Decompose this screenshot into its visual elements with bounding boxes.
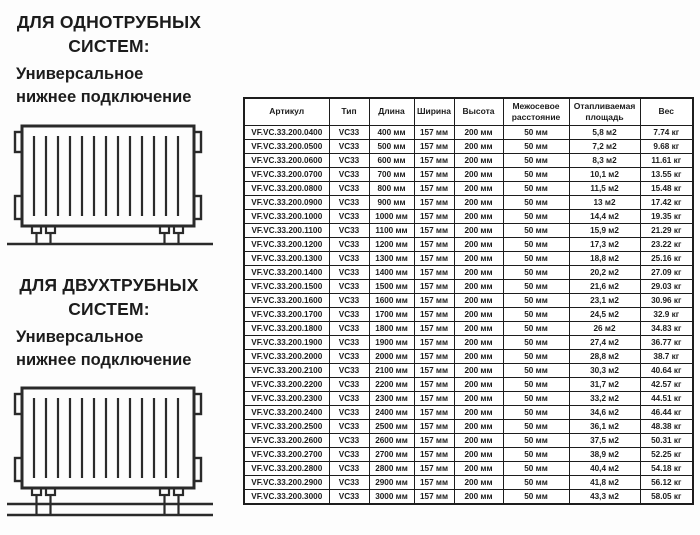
table-cell: 200 мм <box>454 349 503 363</box>
table-cell: 50 мм <box>503 321 569 335</box>
table-cell: VF.VC.33.200.0800 <box>244 181 329 195</box>
table-cell: 50 мм <box>503 153 569 167</box>
table-cell: 24,5 м2 <box>569 307 640 321</box>
table-cell: VF.VC.33.200.2100 <box>244 363 329 377</box>
table-cell: VF.VC.33.200.2800 <box>244 461 329 475</box>
table-cell: 1500 мм <box>369 279 414 293</box>
table-row <box>244 279 693 293</box>
table-cell: VC33 <box>329 195 369 209</box>
table-row <box>244 391 693 405</box>
spec-table <box>243 97 694 505</box>
table-cell: VF.VC.33.200.1300 <box>244 251 329 265</box>
one-pipe-subtitle-line2: нижнее подключение <box>16 88 192 107</box>
table-cell: VF.VC.33.200.1400 <box>244 265 329 279</box>
table-cell: 8,3 м2 <box>569 153 640 167</box>
table-cell: 157 мм <box>414 237 454 251</box>
table-cell: VC33 <box>329 167 369 181</box>
table-cell: 1000 мм <box>369 209 414 223</box>
table-cell: 157 мм <box>414 433 454 447</box>
table-cell: 40.64 кг <box>640 363 693 377</box>
table-cell: 157 мм <box>414 251 454 265</box>
table-cell: 200 мм <box>454 419 503 433</box>
table-cell: 50 мм <box>503 237 569 251</box>
table-cell: 400 мм <box>369 125 414 139</box>
table-cell: 50 мм <box>503 279 569 293</box>
table-cell: 157 мм <box>414 125 454 139</box>
table-cell: 3000 мм <box>369 489 414 504</box>
table-cell: 157 мм <box>414 475 454 489</box>
table-cell: 50 мм <box>503 419 569 433</box>
table-cell: 43,3 м2 <box>569 489 640 504</box>
table-row <box>244 139 693 153</box>
table-cell: 157 мм <box>414 167 454 181</box>
one-pipe-title-line1: ДЛЯ ОДНОТРУБНЫХ <box>16 12 202 32</box>
table-cell: 157 мм <box>414 321 454 335</box>
table-cell: 23,1 м2 <box>569 293 640 307</box>
table-row <box>244 419 693 433</box>
table-cell: 50 мм <box>503 461 569 475</box>
table-cell: 2900 мм <box>369 475 414 489</box>
table-header-cell: Вес <box>640 98 693 125</box>
table-cell: 50 мм <box>503 167 569 181</box>
table-cell: 31,7 м2 <box>569 377 640 391</box>
table-cell: 50 мм <box>503 265 569 279</box>
table-cell: VC33 <box>329 377 369 391</box>
table-cell: 2200 мм <box>369 377 414 391</box>
table-cell: 58.05 кг <box>640 489 693 504</box>
table-cell: 700 мм <box>369 167 414 181</box>
table-cell: VF.VC.33.200.1700 <box>244 307 329 321</box>
table-cell: 14,4 м2 <box>569 209 640 223</box>
radiator-universal-bottom-connection-two-pipe-icon <box>7 372 213 522</box>
table-cell: 29.03 кг <box>640 279 693 293</box>
table-row <box>244 307 693 321</box>
table-cell: 27.09 кг <box>640 265 693 279</box>
table-cell: 26 м2 <box>569 321 640 335</box>
table-cell: 41,8 м2 <box>569 475 640 489</box>
table-cell: 13.55 кг <box>640 167 693 181</box>
table-cell: VF.VC.33.200.2400 <box>244 405 329 419</box>
table-cell: 11.61 кг <box>640 153 693 167</box>
table-cell: 157 мм <box>414 153 454 167</box>
table-cell: 157 мм <box>414 307 454 321</box>
spec-table-body <box>244 125 693 504</box>
table-row <box>244 461 693 475</box>
table-cell: 50 мм <box>503 125 569 139</box>
table-cell: 50 мм <box>503 405 569 419</box>
table-cell: VF.VC.33.200.2500 <box>244 419 329 433</box>
table-row <box>244 377 693 391</box>
table-cell: 200 мм <box>454 321 503 335</box>
table-cell: VC33 <box>329 475 369 489</box>
table-cell: 18,8 м2 <box>569 251 640 265</box>
table-cell: 50 мм <box>503 489 569 504</box>
table-cell: 200 мм <box>454 153 503 167</box>
table-cell: 17.42 кг <box>640 195 693 209</box>
table-cell: VF.VC.33.200.1600 <box>244 293 329 307</box>
table-cell: 200 мм <box>454 475 503 489</box>
table-cell: 200 мм <box>454 223 503 237</box>
table-cell: 23.22 кг <box>640 237 693 251</box>
table-cell: 40,4 м2 <box>569 461 640 475</box>
table-row <box>244 195 693 209</box>
table-cell: VF.VC.33.200.1100 <box>244 223 329 237</box>
table-cell: 50 мм <box>503 181 569 195</box>
table-cell: VC33 <box>329 391 369 405</box>
table-cell: 1900 мм <box>369 335 414 349</box>
table-cell: 200 мм <box>454 447 503 461</box>
table-row <box>244 181 693 195</box>
table-cell: VC33 <box>329 335 369 349</box>
table-cell: 50 мм <box>503 349 569 363</box>
table-cell: 34,6 м2 <box>569 405 640 419</box>
table-cell: 2700 мм <box>369 447 414 461</box>
table-cell: 157 мм <box>414 419 454 433</box>
table-cell: 157 мм <box>414 461 454 475</box>
table-cell: VF.VC.33.200.2000 <box>244 349 329 363</box>
table-cell: VC33 <box>329 279 369 293</box>
table-cell: 50 мм <box>503 251 569 265</box>
table-cell: VC33 <box>329 363 369 377</box>
two-pipe-subtitle <box>16 326 241 372</box>
table-row <box>244 405 693 419</box>
table-cell: 200 мм <box>454 377 503 391</box>
table-cell: VC33 <box>329 447 369 461</box>
table-cell: VC33 <box>329 251 369 265</box>
table-cell: 19.35 кг <box>640 209 693 223</box>
table-cell: 157 мм <box>414 391 454 405</box>
table-cell: 157 мм <box>414 181 454 195</box>
table-cell: 157 мм <box>414 223 454 237</box>
table-row <box>244 363 693 377</box>
table-cell: 34.83 кг <box>640 321 693 335</box>
table-cell: 157 мм <box>414 195 454 209</box>
table-cell: 200 мм <box>454 307 503 321</box>
table-cell: 11,5 м2 <box>569 181 640 195</box>
table-cell: 30.96 кг <box>640 293 693 307</box>
two-pipe-title-line1: ДЛЯ ДВУХТРУБНЫХ <box>19 275 199 295</box>
table-row <box>244 433 693 447</box>
table-row <box>244 153 693 167</box>
table-cell: VF.VC.33.200.1900 <box>244 335 329 349</box>
table-cell: 50 мм <box>503 475 569 489</box>
table-cell: 7.74 кг <box>640 125 693 139</box>
table-cell: 36,1 м2 <box>569 419 640 433</box>
table-cell: 200 мм <box>454 265 503 279</box>
table-cell: 2000 мм <box>369 349 414 363</box>
table-cell: 200 мм <box>454 209 503 223</box>
table-cell: VC33 <box>329 349 369 363</box>
table-cell: 28,8 м2 <box>569 349 640 363</box>
table-cell: 157 мм <box>414 335 454 349</box>
table-cell: 1800 мм <box>369 321 414 335</box>
table-header-cell: Отапливаемая площадь <box>569 98 640 125</box>
table-cell: 38.7 кг <box>640 349 693 363</box>
table-cell: VC33 <box>329 433 369 447</box>
table-cell: 36.77 кг <box>640 335 693 349</box>
table-cell: 200 мм <box>454 363 503 377</box>
table-cell: VC33 <box>329 307 369 321</box>
table-cell: 15,9 м2 <box>569 223 640 237</box>
table-cell: 200 мм <box>454 237 503 251</box>
table-cell: 157 мм <box>414 377 454 391</box>
table-cell: 7,2 м2 <box>569 139 640 153</box>
table-cell: VF.VC.33.200.2300 <box>244 391 329 405</box>
one-pipe-title <box>0 11 218 58</box>
one-pipe-subtitle <box>16 63 241 109</box>
table-cell: VF.VC.33.200.0600 <box>244 153 329 167</box>
table-cell: 50 мм <box>503 363 569 377</box>
table-cell: VF.VC.33.200.0900 <box>244 195 329 209</box>
table-cell: 21,6 м2 <box>569 279 640 293</box>
table-row <box>244 265 693 279</box>
table-cell: 200 мм <box>454 181 503 195</box>
table-row <box>244 237 693 251</box>
table-cell: VF.VC.33.200.0400 <box>244 125 329 139</box>
table-cell: VC33 <box>329 321 369 335</box>
table-cell: VC33 <box>329 125 369 139</box>
table-row <box>244 475 693 489</box>
table-cell: 50 мм <box>503 447 569 461</box>
table-cell: 157 мм <box>414 447 454 461</box>
table-header-row <box>244 98 693 125</box>
table-cell: VF.VC.33.200.2900 <box>244 475 329 489</box>
table-cell: 1700 мм <box>369 307 414 321</box>
table-cell: 13 м2 <box>569 195 640 209</box>
table-cell: 157 мм <box>414 293 454 307</box>
table-cell: 157 мм <box>414 279 454 293</box>
table-cell: 9.68 кг <box>640 139 693 153</box>
table-cell: 37,5 м2 <box>569 433 640 447</box>
table-cell: 46.44 кг <box>640 405 693 419</box>
table-cell: 50 мм <box>503 139 569 153</box>
table-cell: 500 мм <box>369 139 414 153</box>
radiator-universal-bottom-connection-one-pipe-icon <box>7 110 213 250</box>
table-cell: VF.VC.33.200.2600 <box>244 433 329 447</box>
table-cell: 30,3 м2 <box>569 363 640 377</box>
table-cell: 200 мм <box>454 391 503 405</box>
table-cell: VF.VC.33.200.3000 <box>244 489 329 504</box>
table-cell: VC33 <box>329 265 369 279</box>
table-cell: 800 мм <box>369 181 414 195</box>
table-cell: 50.31 кг <box>640 433 693 447</box>
table-cell: 10,1 м2 <box>569 167 640 181</box>
table-cell: 1400 мм <box>369 265 414 279</box>
table-cell: 200 мм <box>454 279 503 293</box>
table-cell: VC33 <box>329 489 369 504</box>
two-pipe-title-line2: СИСТЕМ: <box>68 298 150 319</box>
table-cell: 200 мм <box>454 405 503 419</box>
table-cell: VF.VC.33.200.1000 <box>244 209 329 223</box>
table-cell: VF.VC.33.200.2200 <box>244 377 329 391</box>
table-cell: VC33 <box>329 419 369 433</box>
table-cell: VC33 <box>329 181 369 195</box>
table-cell: VF.VC.33.200.2700 <box>244 447 329 461</box>
table-cell: 157 мм <box>414 349 454 363</box>
two-pipe-title <box>0 274 218 321</box>
table-cell: 50 мм <box>503 293 569 307</box>
table-cell: VC33 <box>329 405 369 419</box>
table-cell: 50 мм <box>503 209 569 223</box>
table-cell: 42.57 кг <box>640 377 693 391</box>
table-cell: 200 мм <box>454 433 503 447</box>
table-cell: VF.VC.33.200.0700 <box>244 167 329 181</box>
table-cell: 44.51 кг <box>640 391 693 405</box>
table-cell: 50 мм <box>503 377 569 391</box>
table-cell: 2500 мм <box>369 419 414 433</box>
table-cell: 2400 мм <box>369 405 414 419</box>
table-row <box>244 251 693 265</box>
table-cell: 200 мм <box>454 195 503 209</box>
table-cell: 200 мм <box>454 139 503 153</box>
table-cell: VC33 <box>329 139 369 153</box>
table-cell: 20,2 м2 <box>569 265 640 279</box>
table-cell: 600 мм <box>369 153 414 167</box>
table-cell: 200 мм <box>454 461 503 475</box>
table-cell: 2100 мм <box>369 363 414 377</box>
table-cell: VC33 <box>329 461 369 475</box>
table-cell: 17,3 м2 <box>569 237 640 251</box>
two-pipe-subtitle-line2: нижнее подключение <box>16 351 192 370</box>
table-cell: 50 мм <box>503 335 569 349</box>
table-cell: 1300 мм <box>369 251 414 265</box>
table-cell: 200 мм <box>454 335 503 349</box>
table-cell: VC33 <box>329 293 369 307</box>
table-cell: VF.VC.33.200.1200 <box>244 237 329 251</box>
table-cell: 157 мм <box>414 139 454 153</box>
table-cell: 200 мм <box>454 293 503 307</box>
table-header-cell: Высота <box>454 98 503 125</box>
table-cell: 56.12 кг <box>640 475 693 489</box>
table-cell: VC33 <box>329 209 369 223</box>
table-header-cell: Межосевое расстояние <box>503 98 569 125</box>
table-cell: 157 мм <box>414 489 454 504</box>
table-cell: 25.16 кг <box>640 251 693 265</box>
table-row <box>244 125 693 139</box>
table-cell: 27,4 м2 <box>569 335 640 349</box>
table-cell: 200 мм <box>454 125 503 139</box>
table-cell: 50 мм <box>503 195 569 209</box>
table-cell: VC33 <box>329 153 369 167</box>
table-header-cell: Ширина <box>414 98 454 125</box>
one-pipe-subtitle-line1: Универсальное <box>16 65 144 83</box>
table-cell: 2300 мм <box>369 391 414 405</box>
table-cell: 200 мм <box>454 167 503 181</box>
table-cell: 157 мм <box>414 405 454 419</box>
table-row <box>244 223 693 237</box>
table-cell: VC33 <box>329 223 369 237</box>
table-cell: 157 мм <box>414 265 454 279</box>
table-cell: 50 мм <box>503 433 569 447</box>
table-cell: 52.25 кг <box>640 447 693 461</box>
two-pipe-subtitle-line1: Универсальное <box>16 328 144 346</box>
table-cell: 32.9 кг <box>640 307 693 321</box>
table-cell: 1200 мм <box>369 237 414 251</box>
table-row <box>244 447 693 461</box>
left-panel <box>0 0 243 535</box>
table-row <box>244 349 693 363</box>
table-cell: 50 мм <box>503 391 569 405</box>
table-header-cell: Артикул <box>244 98 329 125</box>
table-row <box>244 209 693 223</box>
table-row <box>244 167 693 181</box>
table-cell: 157 мм <box>414 209 454 223</box>
table-cell: 157 мм <box>414 363 454 377</box>
table-cell: 200 мм <box>454 251 503 265</box>
table-cell: VF.VC.33.200.1500 <box>244 279 329 293</box>
table-header-cell: Длина <box>369 98 414 125</box>
table-cell: 50 мм <box>503 223 569 237</box>
table-cell: VC33 <box>329 237 369 251</box>
table-cell: 38,9 м2 <box>569 447 640 461</box>
table-cell: 21.29 кг <box>640 223 693 237</box>
table-cell: 5,8 м2 <box>569 125 640 139</box>
table-cell: 1600 мм <box>369 293 414 307</box>
table-cell: 50 мм <box>503 307 569 321</box>
table-cell: 54.18 кг <box>640 461 693 475</box>
table-row <box>244 293 693 307</box>
one-pipe-title-line2: СИСТЕМ: <box>68 35 150 56</box>
table-cell: 15.48 кг <box>640 181 693 195</box>
table-cell: 1100 мм <box>369 223 414 237</box>
table-cell: 200 мм <box>454 489 503 504</box>
table-row <box>244 321 693 335</box>
table-cell: 48.38 кг <box>640 419 693 433</box>
table-cell: 900 мм <box>369 195 414 209</box>
table-cell: 33,2 м2 <box>569 391 640 405</box>
table-row <box>244 489 693 504</box>
table-row <box>244 335 693 349</box>
table-cell: VF.VC.33.200.1800 <box>244 321 329 335</box>
table-cell: 2800 мм <box>369 461 414 475</box>
table-cell: VF.VC.33.200.0500 <box>244 139 329 153</box>
table-cell: 2600 мм <box>369 433 414 447</box>
table-header-cell: Тип <box>329 98 369 125</box>
